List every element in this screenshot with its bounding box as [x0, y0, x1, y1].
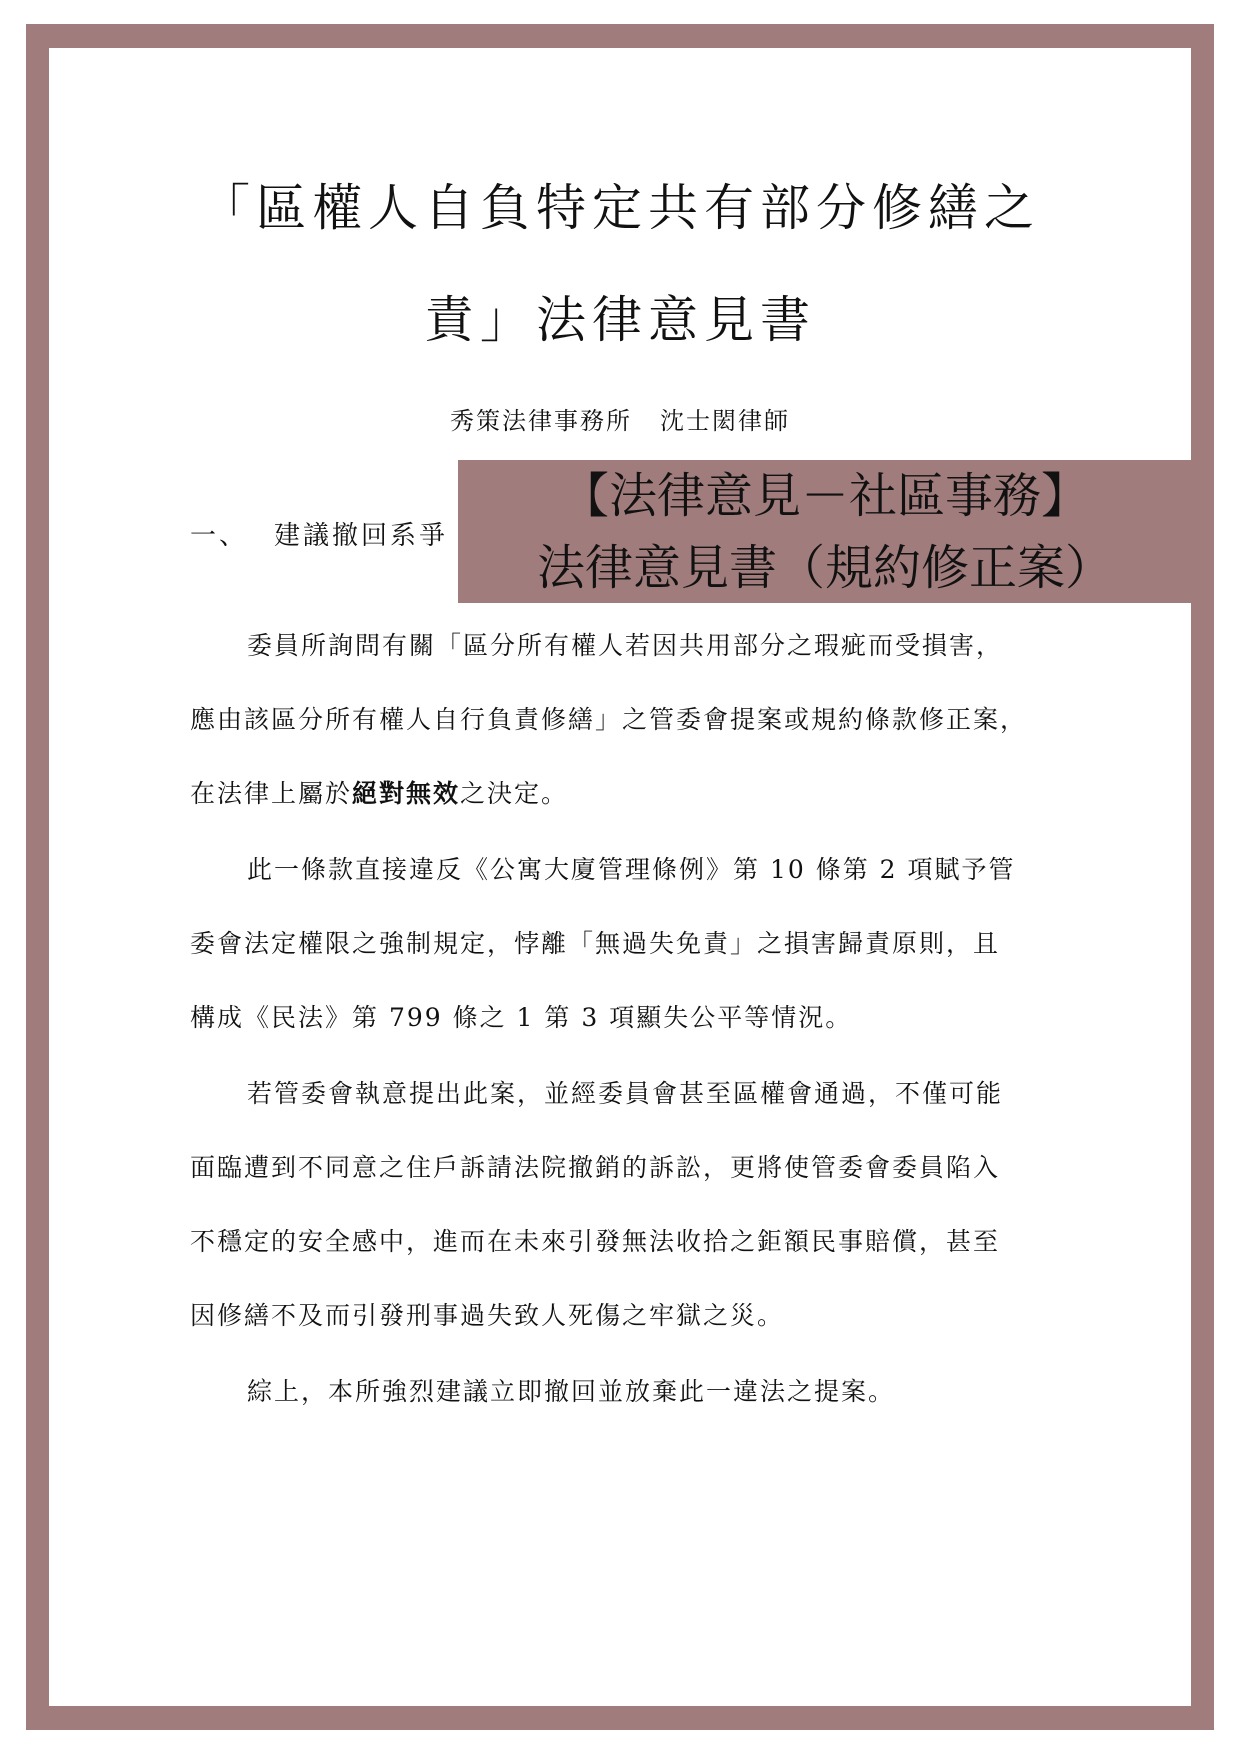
document-title-line-2: 責」法律意見書 — [424, 291, 816, 349]
text-run: 在法律上屬於 — [190, 779, 353, 808]
text-run: 之決定。 — [460, 779, 569, 808]
paragraph-line: 若管委會執意提出此案，並經委員會甚至區權會通過，不僅可能 — [247, 1079, 1004, 1108]
paragraph-line: 面臨遭到不同意之住戶訴請法院撤銷的訴訟，更將使管委會委員陷入 — [190, 1153, 1001, 1182]
section-number: 一、 — [190, 521, 249, 551]
section-title: 建議撤回系爭 — [274, 521, 449, 551]
banner-doc-type: 法律意見書（規約修正案） — [536, 540, 1113, 596]
paragraph-line: 此一條款直接違反《公寓大廈管理條例》第 10 條第 2 項賦予管 — [247, 855, 1016, 884]
paragraph-line: 因修繕不及而引發刑事過失致人死傷之牢獄之災。 — [190, 1301, 785, 1330]
paragraph-line: 委員所詢問有關「區分所有權人若因共用部分之瑕疵而受損害， — [247, 631, 1004, 660]
paragraph-line: 委會法定權限之強制規定，悖離「無過失免責」之損害歸責原則，且 — [190, 929, 1001, 958]
author-line — [160, 405, 1080, 437]
paragraph-line: 綜上，本所強烈建議立即撤回並放棄此一違法之提案。 — [247, 1377, 896, 1406]
section-heading — [190, 518, 448, 554]
author-name: 沈士閎律師 — [660, 407, 790, 435]
paragraph-line: 不穩定的安全感中，進而在未來引發無法收拾之鉅額民事賠償，甚至 — [190, 1227, 1001, 1256]
paragraph-line: 構成《民法》第 799 條之 1 第 3 項顯失公平等情況。 — [190, 1003, 853, 1032]
category-banner — [458, 460, 1192, 603]
document-title-line-1: 「區權人自負特定共有部分修繕之 — [200, 179, 1040, 237]
author-firm: 秀策法律事務所 — [450, 407, 632, 435]
paragraph-line — [190, 776, 568, 812]
emphasis-text: 絕對無效 — [352, 779, 461, 808]
banner-category: 【法律意見－社區事務】 — [560, 468, 1089, 524]
paragraph-line: 應由該區分所有權人自行負責修繕」之管委會提案或規約條款修正案， — [190, 705, 1028, 734]
